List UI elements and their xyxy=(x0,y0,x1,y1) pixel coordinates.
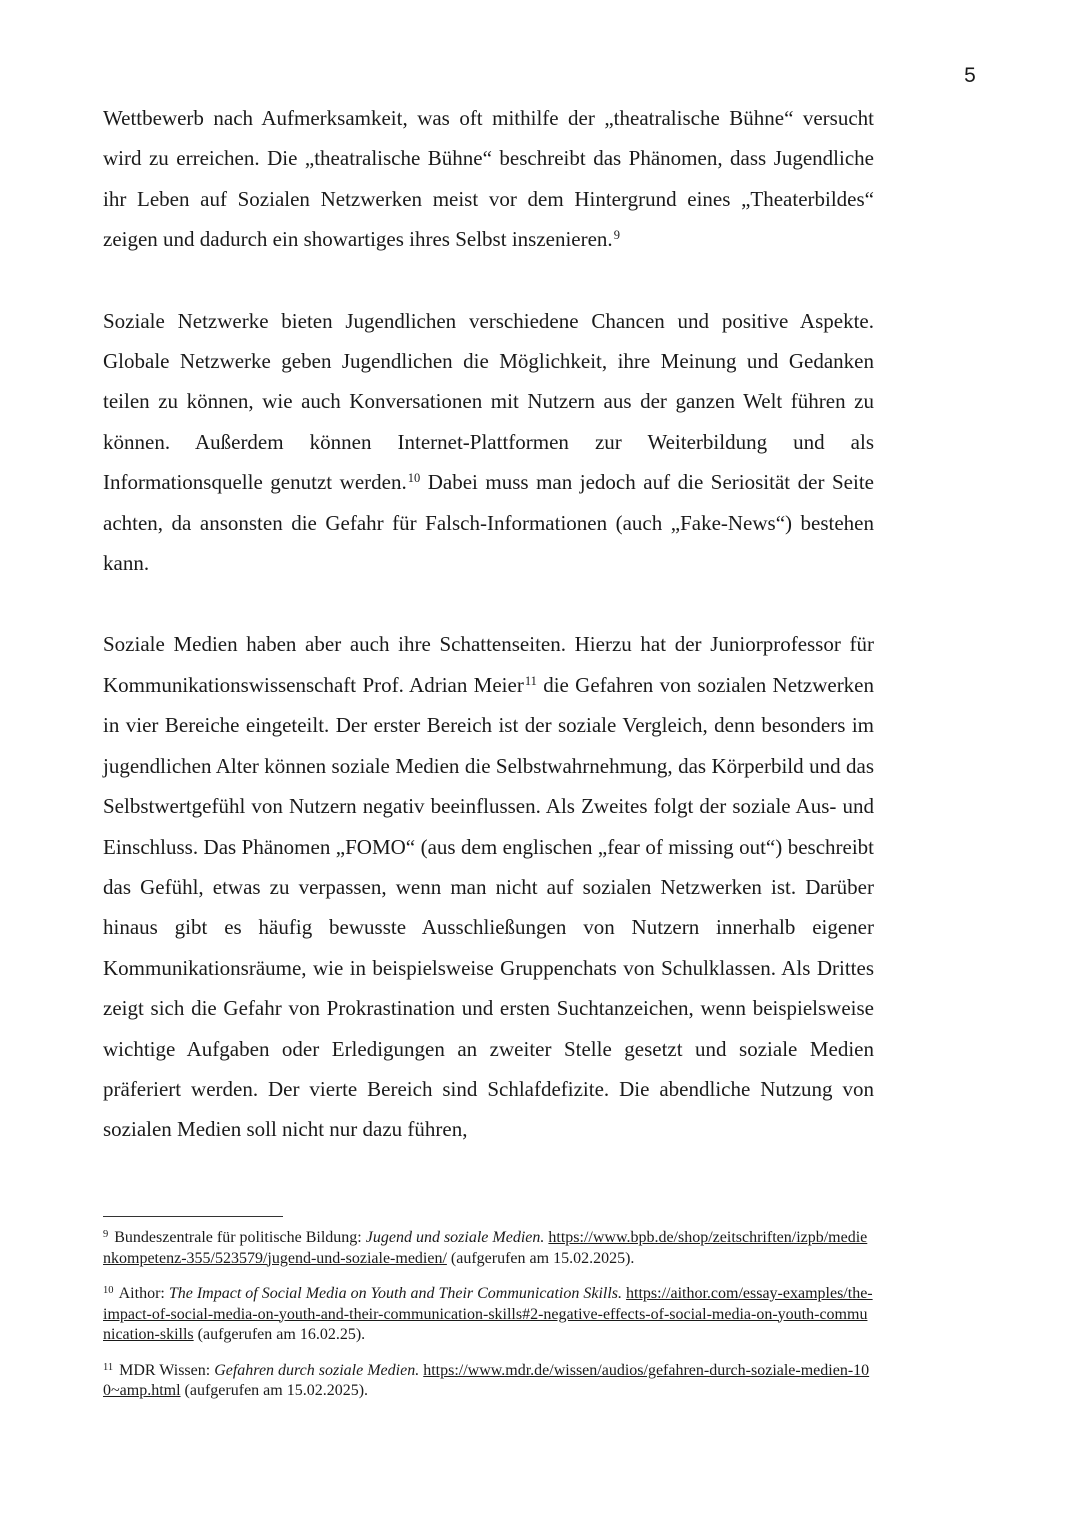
footnote-link[interactable]: https://www.bpb.de/shop/zeitschriften/izpb/medienkompetenz-355/523579/jugend-und-soziale-medien/ xyxy=(103,1229,868,1267)
footnote-link[interactable]: https://www.mdr.de/wissen/audios/gefahren-durch-soziale-medien-100~amp.html xyxy=(103,1361,870,1399)
footnote-link[interactable]: https://aithor.com/essay-examples/the-impact-of-social-media-on-youth-and-their-communication-skills#2-negative-effects-of-social-media-on-youth-communication-skills xyxy=(103,1285,873,1343)
paragraph-text: Dabei muss man jedoch auf die Seriosität der Seite achten, da ansonsten die Gefahr für Falsch-Informationen (auch „Fake-News“) bestehen kann. xyxy=(103,470,874,576)
footnote-accessed: (aufgerufen am 15.02.2025). xyxy=(180,1382,369,1399)
footnote-number: 10 xyxy=(103,1285,114,1296)
paragraph-2 xyxy=(103,301,874,584)
footnote-source: MDR Wissen: xyxy=(119,1361,215,1379)
footnote-9 xyxy=(103,1228,874,1269)
paragraph-text: die Gefahren von sozialen Netzwerken in vier Bereiche eingeteilt. Der erster Bereich ist der soziale Vergleich, denn besonders im jugendlichen Alter können soziale Medien die Selbstwahrnehmung, das Körperbild und das Selbstwertgefühl von Nutzern negativ beeinflussen. Als Zweites folgt der soziale Aus- und Einschluss. Das Phänomen „FOMO“ (aus dem englischen „fear of missing out“) beschreibt das Gefühl, etwas zu verpassen, wenn man nicht auf sozialen Netzwerken ist. Darüber hinaus gibt es häufig bewusste Ausschließungen von Nutzern innerhalb eigener Kommunikationsräume, wie in beispielsweise Gruppenchats von Schulklassen. Als Drittes zeigt sich die Gefahr von Prokrastination und ersten Suchtanzeichen, wenn beispielsweise wichtige Aufgaben oder Erledigungen an zweiter Stelle gesetzt und soziale Medien präferiert werden. Der vierte Bereich sind Schlafdefizite. Die abendliche Nutzung von sozialen Medien soll nicht nur dazu führen, xyxy=(103,672,875,1142)
footnote-source: Bundeszentrale für politische Bildung: xyxy=(114,1229,366,1246)
paragraph-3 xyxy=(103,624,874,1149)
footnote-number: 9 xyxy=(103,1229,109,1240)
footnote-11 xyxy=(103,1361,874,1402)
footnote-reference-9[interactable]: 9 xyxy=(613,228,620,243)
footnote-number: 11 xyxy=(103,1361,114,1373)
footnote-reference-11[interactable]: 11 xyxy=(524,673,537,688)
footnote-accessed: (aufgerufen am 16.02.25). xyxy=(193,1326,366,1343)
footnote-title: Gefahren durch soziale Medien. xyxy=(214,1361,420,1379)
paragraph-text: Wettbewerb nach Aufmerksamkeit, was oft mithilfe der „theatralische Bühne“ versucht wird zu erreichen. Die „theatralische Bühne“ beschreibt das Phänomen, dass Jugendliche ihr Leben auf Sozialen Netzwerken meist vor dem Hintergrund eines „Theaterbildes“ zeigen und dadurch ein showartiges ihres Selbst inszenieren. xyxy=(103,106,874,252)
footnote-separator xyxy=(103,1216,283,1217)
page-number: 5 xyxy=(964,64,976,87)
footnote-title: Jugend und soziale Medien. xyxy=(365,1229,545,1246)
footnote-accessed: (aufgerufen am 15.02.2025). xyxy=(446,1249,635,1267)
footnotes-section xyxy=(103,1228,874,1417)
body-text xyxy=(103,98,874,1150)
footnote-10 xyxy=(103,1284,874,1346)
footnote-reference-10[interactable]: 10 xyxy=(407,471,421,486)
paragraph-text: Soziale Netzwerke bieten Jugendlichen verschiedene Chancen und positive Aspekte. Globale Netzwerke geben Jugendlichen die Möglichkeit, ihre Meinung und Gedanken teilen zu können, wie auch Konversationen mit Nutzern aus der ganzen Welt führen zu können. Außerdem können Internet-Plattformen zur Weiterbildung und als Informationsquelle genutzt werden. xyxy=(103,308,874,495)
paragraph-1 xyxy=(103,98,874,260)
paragraph-text: Soziale Medien haben aber auch ihre Schattenseiten. Hierzu hat der Juniorprofessor für Kommunikationswissenschaft Prof. Adrian Meier xyxy=(103,632,874,697)
footnote-source: Aithor: xyxy=(118,1285,169,1302)
footnote-title: The Impact of Social Media on Youth and Their Communication Skills. xyxy=(168,1285,623,1302)
